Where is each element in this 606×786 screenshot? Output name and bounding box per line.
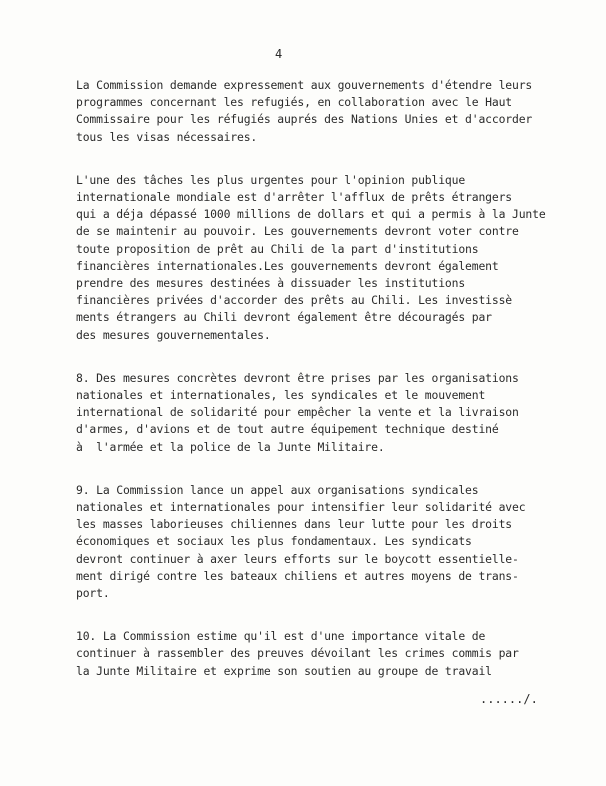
text-line: 10. La Commission estime qu'il est d'une importance vitale de bbox=[76, 629, 486, 644]
text-line: L'une des tâches les plus urgentes pour l'opinion publique bbox=[76, 172, 466, 187]
text-line: de se maintenir au pouvoir. Les gouvernements devront voter contre bbox=[76, 224, 519, 239]
text-line: programmes concernant les refugiés, en collaboration avec le Haut bbox=[76, 95, 513, 110]
text-line: la Junte Militaire et exprime son soutien au groupe de travail bbox=[76, 663, 492, 678]
text-line: continuer à rassembler des preuves dévoilant les crimes commis par bbox=[76, 646, 519, 661]
text-line: Commissaire pour les réfugiés auprés des Nations Unies et d'accorder bbox=[76, 112, 533, 127]
text-line: international de solidarité pour empêcher la vente et la livraison bbox=[76, 405, 519, 420]
text-line: toute proposition de prêt au Chili de la part d'institutions bbox=[76, 241, 479, 256]
text-line: qui a déja dépassé 1000 millions de dollars et qui a permis à la Junte bbox=[76, 207, 546, 222]
text-line: à l'armée et la police de la Junte Militaire. bbox=[76, 439, 385, 454]
text-line: port. bbox=[76, 586, 110, 601]
text-line: 9. La Commission lance un appel aux organisations syndicales bbox=[76, 482, 479, 497]
paragraph-foreign-loans bbox=[76, 172, 596, 344]
text-line: financières internationales.Les gouvernements devront également bbox=[76, 258, 499, 273]
text-line: nationales et internationales pour intensifier leur solidarité avec bbox=[76, 500, 526, 515]
text-line: d'armes, d'avions et de tout autre équipement technique destiné bbox=[76, 422, 499, 437]
text-line: ment dirigé contre les bateaux chiliens et autres moyens de trans- bbox=[76, 568, 519, 583]
text-line: devront continuer à axer leurs efforts sur le boycott essentielle- bbox=[76, 551, 519, 566]
text-line: les masses laborieuses chiliennes dans leur lutte pour les droits bbox=[76, 517, 513, 532]
paragraph-10-evidence bbox=[76, 628, 596, 680]
text-line: 8. Des mesures concrètes devront être prises par les organisations bbox=[76, 370, 519, 385]
text-line: nationales et internationales, les syndicales et le mouvement bbox=[76, 388, 486, 403]
text-line: La Commission demande expressement aux gouvernements d'étendre leurs bbox=[76, 78, 533, 92]
text-line: des mesures gouvernementales. bbox=[76, 327, 271, 342]
text-line: prendre des mesures destinées à dissuader les institutions bbox=[76, 276, 466, 291]
text-line: économiques et sociaux les plus fondamentaux. Les syndicats bbox=[76, 534, 472, 549]
paragraph-visas bbox=[76, 77, 596, 146]
page-number: 4 bbox=[275, 47, 283, 61]
body-text bbox=[76, 77, 596, 706]
text-line: tous les visas nécessaires. bbox=[76, 129, 258, 144]
paragraph-9-union-solidarity bbox=[76, 482, 596, 602]
text-line: internationale mondiale est d'arrêter l'afflux de prêts étrangers bbox=[76, 190, 513, 205]
text-line: ments étrangers au Chili devront également être découragés par bbox=[76, 310, 492, 325]
continuation-mark: ....../. bbox=[480, 692, 538, 706]
paragraph-8-arms-embargo bbox=[76, 370, 596, 456]
text-line: financières privées d'accorder des prêts au Chili. Les investissè bbox=[76, 293, 513, 308]
